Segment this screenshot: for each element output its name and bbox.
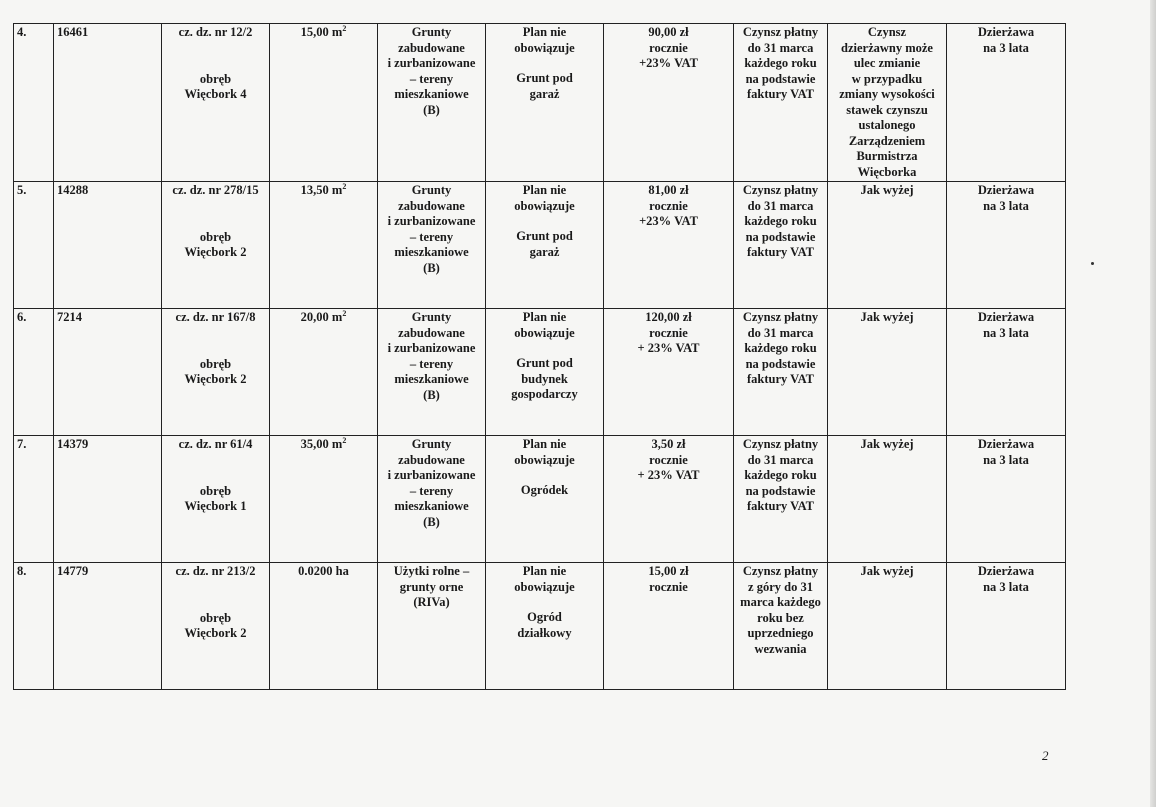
- cell-line: cz. dz. nr 278/15: [172, 183, 259, 197]
- cell-line: Czynsz płatny: [742, 564, 819, 578]
- table-row: [14, 182, 1066, 309]
- cell-lease-form: [947, 24, 1066, 182]
- cell-line: na podstawie: [745, 356, 816, 371]
- cell-line: mieszkaniowe: [394, 87, 469, 101]
- cell-lease-form: [947, 436, 1066, 563]
- cell-line: Więcbork 1: [184, 499, 247, 513]
- cell-line: faktury VAT: [746, 499, 815, 513]
- cell-line: (B): [423, 514, 440, 529]
- cell-line: ustalonego: [858, 118, 916, 132]
- area-unit-exponent: 2: [342, 23, 347, 33]
- lease-table-body: [14, 24, 1066, 690]
- cell-line: 5.: [17, 183, 27, 197]
- cell-rent: [604, 24, 734, 182]
- cell-line: Plan nie obowiązuje: [514, 25, 575, 55]
- cell-line: Więcbork 4: [184, 87, 247, 101]
- cell-line: (B): [423, 260, 440, 275]
- cell-line: rocznie: [649, 325, 688, 340]
- cell-parcel: [162, 309, 270, 436]
- cell-line: zabudowane: [398, 198, 465, 213]
- cell-spacer: [165, 453, 266, 484]
- cell-line: w przypadku: [851, 71, 923, 86]
- cell-line: – tereny: [409, 356, 454, 371]
- cell-line: Więcbork 2: [184, 372, 247, 386]
- cell-lp: [14, 436, 54, 563]
- cell-line: i zurbanizowane: [387, 56, 476, 70]
- cell-line: obręb: [199, 229, 232, 244]
- cell-line: 90,00 zł: [648, 25, 689, 39]
- cell-line: stawek czynszu: [846, 102, 928, 117]
- cell-payment-terms: [734, 24, 828, 182]
- cell-lp: [14, 182, 54, 309]
- cell-line: – tereny: [409, 71, 454, 86]
- cell-line: roku bez: [757, 610, 804, 625]
- cell-line: obręb: [199, 71, 232, 86]
- cell-line: 7214: [57, 310, 82, 324]
- cell-line: każdego roku: [744, 214, 817, 228]
- area-value: 20,00 m: [300, 310, 343, 324]
- cell-line: na podstawie: [745, 483, 816, 498]
- cell-line: Dzierżawa: [977, 183, 1035, 197]
- cell-line: Grunty: [411, 437, 452, 451]
- cell-line: Więcborka: [857, 164, 917, 179]
- cell-lp: [14, 24, 54, 182]
- cell-plan-purpose: [486, 309, 604, 436]
- cell-line: ulec zmianie: [853, 56, 921, 70]
- cell-line: Czynsz płatny: [742, 437, 819, 451]
- cell-register-number: [54, 182, 162, 309]
- cell-spacer: [165, 41, 266, 72]
- cell-line: +23% VAT: [639, 56, 698, 70]
- cell-line: 14779: [57, 564, 89, 578]
- cell-update-rules: [828, 24, 947, 182]
- cell-line: Jak wyżej: [860, 183, 914, 197]
- cell-line: 8.: [17, 564, 27, 578]
- cell-line: Grunt pod budynek gospodarczy: [511, 356, 578, 401]
- cell-plan-purpose: [486, 436, 604, 563]
- cell-line: Grunt pod garaż: [516, 71, 573, 101]
- cell-line: 16461: [57, 25, 89, 39]
- cell-line: grunty orne: [399, 579, 464, 594]
- cell-spacer: [489, 468, 600, 483]
- cell-line: Jak wyżej: [860, 437, 914, 451]
- cell-line: Dzierżawa: [977, 437, 1035, 451]
- cell-register-number: [54, 24, 162, 182]
- cell-land-use: [378, 182, 486, 309]
- cell-spacer: [489, 341, 600, 356]
- cell-line: mieszkaniowe: [394, 245, 469, 259]
- cell-line: – tereny: [409, 229, 454, 244]
- cell-line: Plan nie obowiązuje: [514, 310, 575, 340]
- cell-line: Grunty: [411, 310, 452, 324]
- cell-line: Czynsz: [867, 25, 907, 39]
- cell-line: Czynsz płatny: [742, 25, 819, 39]
- cell-line: marca każdego: [740, 595, 821, 609]
- cell-plan-purpose: [486, 182, 604, 309]
- cell-payment-terms: [734, 436, 828, 563]
- cell-line: mieszkaniowe: [394, 372, 469, 386]
- cell-line: do 31 marca: [747, 325, 814, 340]
- cell-line: Czynsz płatny: [742, 310, 819, 324]
- area-value: 13,50 m: [300, 183, 343, 197]
- table-row: [14, 436, 1066, 563]
- cell-line: obręb: [199, 610, 232, 625]
- cell-rent: [604, 563, 734, 690]
- cell-rent: [604, 436, 734, 563]
- cell-land-use: [378, 309, 486, 436]
- cell-line: Użytki rolne –: [393, 564, 470, 578]
- table-row: [14, 309, 1066, 436]
- cell-line: 120,00 zł: [645, 310, 692, 324]
- cell-line: Burmistrza: [856, 149, 918, 163]
- cell-line: cz. dz. nr 61/4: [178, 437, 253, 451]
- cell-spacer: [165, 326, 266, 357]
- cell-line: 81,00 zł: [648, 183, 689, 197]
- cell-spacer: [165, 580, 266, 611]
- cell-line: Grunty: [411, 183, 452, 197]
- cell-line: Jak wyżej: [860, 310, 914, 324]
- cell-line: Dzierżawa: [977, 25, 1035, 39]
- cell-register-number: [54, 436, 162, 563]
- cell-line: obręb: [199, 356, 232, 371]
- cell-line: Dzierżawa: [977, 564, 1035, 578]
- cell-plan-purpose: [486, 563, 604, 690]
- cell-spacer: [489, 214, 600, 229]
- cell-line: Ogród działkowy: [517, 610, 572, 640]
- cell-line: na 3 lata: [983, 452, 1029, 467]
- area-value: 0.0200 ha: [298, 564, 349, 578]
- cell-line: i zurbanizowane: [387, 214, 476, 228]
- cell-land-use: [378, 563, 486, 690]
- page-number: 2: [1042, 748, 1049, 763]
- cell-line: faktury VAT: [746, 87, 815, 101]
- area-unit-exponent: 2: [342, 435, 347, 445]
- cell-lp: [14, 309, 54, 436]
- cell-line: Więcbork 2: [184, 626, 247, 640]
- cell-area: [270, 182, 378, 309]
- cell-line: 14379: [57, 437, 89, 451]
- cell-line: na podstawie: [745, 71, 816, 86]
- cell-line: na 3 lata: [983, 40, 1029, 55]
- cell-lp: [14, 563, 54, 690]
- cell-line: na podstawie: [745, 229, 816, 244]
- cell-parcel: [162, 182, 270, 309]
- cell-line: i zurbanizowane: [387, 341, 476, 355]
- cell-plan-purpose: [486, 24, 604, 182]
- cell-line: każdego roku: [744, 56, 817, 70]
- cell-line: rocznie: [649, 452, 688, 467]
- cell-line: rocznie: [649, 579, 688, 594]
- cell-line: do 31 marca: [747, 198, 814, 213]
- cell-update-rules: [828, 436, 947, 563]
- cell-line: na 3 lata: [983, 325, 1029, 340]
- cell-parcel: [162, 436, 270, 563]
- cell-line: 15,00 zł: [648, 564, 689, 578]
- cell-line: każdego roku: [744, 468, 817, 482]
- cell-spacer: [489, 56, 600, 71]
- cell-line: faktury VAT: [746, 245, 815, 259]
- cell-line: Jak wyżej: [860, 564, 914, 578]
- cell-spacer: [165, 199, 266, 230]
- cell-line: Zarządzeniem: [848, 133, 926, 148]
- cell-line: zabudowane: [398, 325, 465, 340]
- cell-line: rocznie: [649, 198, 688, 213]
- cell-line: cz. dz. nr 12/2: [178, 25, 253, 39]
- cell-line: Plan nie obowiązuje: [514, 564, 575, 594]
- cell-payment-terms: [734, 563, 828, 690]
- cell-line: 4.: [17, 25, 27, 39]
- cell-parcel: [162, 563, 270, 690]
- cell-payment-terms: [734, 182, 828, 309]
- cell-line: 3,50 zł: [651, 437, 686, 451]
- cell-line: do 31 marca: [747, 452, 814, 467]
- table-row: [14, 24, 1066, 182]
- area-value: 35,00 m: [300, 437, 343, 451]
- cell-line: obręb: [199, 483, 232, 498]
- cell-line: na 3 lata: [983, 579, 1029, 594]
- cell-update-rules: [828, 563, 947, 690]
- cell-line: 7.: [17, 437, 27, 451]
- cell-line: Więcbork 2: [184, 245, 247, 259]
- cell-line: z góry do 31: [748, 579, 813, 594]
- cell-update-rules: [828, 309, 947, 436]
- cell-line: (B): [423, 387, 440, 402]
- cell-line: Plan nie obowiązuje: [514, 437, 575, 467]
- cell-area: [270, 436, 378, 563]
- cell-line: na 3 lata: [983, 198, 1029, 213]
- cell-line: zabudowane: [398, 452, 465, 467]
- cell-line: cz. dz. nr 167/8: [175, 310, 256, 324]
- cell-line: cz. dz. nr 213/2: [175, 564, 256, 578]
- cell-area: [270, 309, 378, 436]
- cell-line: każdego roku: [744, 341, 817, 355]
- cell-update-rules: [828, 182, 947, 309]
- cell-line: zabudowane: [398, 40, 465, 55]
- lease-table: [13, 23, 1066, 690]
- cell-rent: [604, 182, 734, 309]
- cell-register-number: [54, 563, 162, 690]
- cell-line: i zurbanizowane: [387, 468, 476, 482]
- cell-line: 14288: [57, 183, 89, 197]
- cell-parcel: [162, 24, 270, 182]
- cell-line: Grunt pod garaż: [516, 229, 573, 259]
- cell-line: + 23% VAT: [637, 341, 700, 355]
- cell-line: faktury VAT: [746, 372, 815, 386]
- cell-line: – tereny: [409, 483, 454, 498]
- cell-payment-terms: [734, 309, 828, 436]
- table-row: [14, 563, 1066, 690]
- cell-line: do 31 marca: [747, 40, 814, 55]
- cell-rent: [604, 309, 734, 436]
- area-unit-exponent: 2: [342, 308, 347, 318]
- cell-line: rocznie: [649, 40, 688, 55]
- cell-line: dzierżawny może: [841, 40, 933, 55]
- cell-line: 6.: [17, 310, 27, 324]
- cell-lease-form: [947, 563, 1066, 690]
- scan-page-edge: [1150, 0, 1156, 807]
- cell-line: (B): [423, 102, 440, 117]
- cell-land-use: [378, 24, 486, 182]
- cell-line: +23% VAT: [639, 214, 698, 228]
- cell-land-use: [378, 436, 486, 563]
- cell-area: [270, 563, 378, 690]
- cell-line: zmiany wysokości: [839, 87, 935, 101]
- cell-line: Czynsz płatny: [742, 183, 819, 197]
- cell-line: mieszkaniowe: [394, 499, 469, 513]
- cell-line: Ogródek: [520, 483, 569, 497]
- cell-register-number: [54, 309, 162, 436]
- cell-line: wezwania: [754, 641, 807, 656]
- cell-line: uprzedniego: [747, 626, 814, 640]
- cell-line: + 23% VAT: [637, 468, 700, 482]
- cell-line: Plan nie obowiązuje: [514, 183, 575, 213]
- cell-area: [270, 24, 378, 182]
- cell-line: Dzierżawa: [977, 310, 1035, 324]
- cell-line: (RIVa): [413, 595, 450, 609]
- cell-lease-form: [947, 309, 1066, 436]
- area-unit-exponent: 2: [342, 181, 347, 191]
- scan-speck: [1091, 262, 1094, 265]
- area-value: 15,00 m: [300, 25, 343, 39]
- cell-spacer: [489, 595, 600, 610]
- cell-line: Grunty: [411, 25, 452, 39]
- cell-lease-form: [947, 182, 1066, 309]
